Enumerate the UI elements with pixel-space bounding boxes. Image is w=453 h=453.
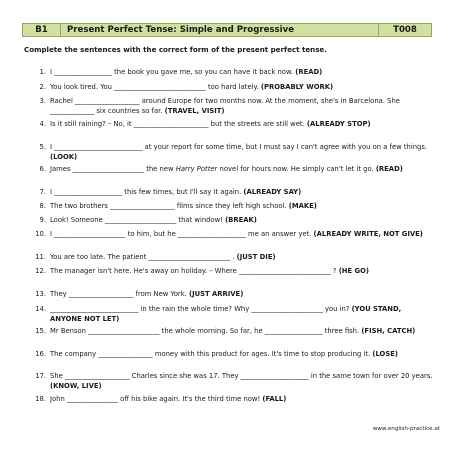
- exercise-text: The manager isn't here. He's away on holiday. – Where ___________________________ ? (HE GO): [50, 267, 369, 275]
- exercise-number: 15.: [35, 327, 46, 335]
- exercise-number: 11.: [35, 253, 46, 261]
- exercise-number: 14.: [35, 305, 46, 313]
- exercise-number: 12.: [35, 267, 46, 275]
- exercise-number: 5.: [39, 143, 46, 151]
- exercise-text: They ___________________ from New York. (JUST ARRIVE): [50, 290, 244, 298]
- exercise-text: I _____________________ to him, but he ____________________ me an answer yet. (ALREADY WRITE, NOT GIVE): [50, 230, 423, 238]
- exercise-text: Is it still raining? – No, it ______________________ but the streets are still wet. (ALREADY STOP): [50, 120, 371, 128]
- exercise-number: 6.: [39, 165, 46, 173]
- exercise-number: 3.: [39, 97, 46, 105]
- exercise-number: 2.: [39, 83, 46, 91]
- footer-url: www.english-practice.at: [372, 426, 440, 432]
- exercise-number: 17.: [35, 372, 46, 380]
- worksheet-title: Present Perfect Tense: Simple and Progressive: [61, 24, 379, 36]
- worksheet-code: T008: [393, 25, 417, 35]
- exercise-text: __________________________ in the rain the whole time? Why _____________________ you in? (YOU STAND, ANYONE NOT LET): [50, 305, 404, 323]
- exercise-number: 18.: [35, 395, 46, 403]
- exercise-number: 16.: [35, 350, 46, 358]
- exercise-text: John _______________ off his bike again. It's the third time now! (FALL): [50, 395, 287, 403]
- exercise-number: 1.: [39, 68, 46, 76]
- instruction-text: Complete the sentences with the correct form of the present perfect tense.: [24, 45, 327, 54]
- exercise-number: 7.: [39, 188, 46, 196]
- exercise-text: Look! Someone _____________________ that window! (BREAK): [50, 216, 257, 224]
- exercise-text: You are too late. The patient ________________________ . (JUST DIE): [50, 253, 276, 261]
- exercise-text: Mr Benson _____________________ the whole morning. So far, he _________________ three fish. (FISH, CATCH): [50, 327, 416, 335]
- exercise-number: 4.: [39, 120, 46, 128]
- exercise-text: I ____________________ this few times, but I'll say it again. (ALREADY SAY): [50, 188, 302, 196]
- exercise-text: The company ________________ money with this product for ages. It's time to stop producing it. (LOSE): [50, 350, 398, 358]
- exercise-number: 9.: [39, 216, 46, 224]
- exercise-text: I __________________________ at your report for some time, but I must say I can't agree with you on a few things. (LOOK): [50, 143, 430, 161]
- exercise-number: 10.: [35, 230, 46, 238]
- worksheet-header: [22, 23, 432, 37]
- exercise-number: 13.: [35, 290, 46, 298]
- exercise-text: James _____________________ the new Harry Potter novel for hours now. He simply can't let it go. (READ): [50, 165, 403, 173]
- exercise-text: I _________________ the book you gave me, so you can have it back now. (READ): [50, 68, 323, 76]
- exercise-text: The two brothers ___________________ films since they left high school. (MAKE): [50, 202, 317, 210]
- exercise-text: You look tired. You ___________________________ too hard lately. (PROBABLY WORK): [50, 83, 334, 91]
- exercise-text: She ___________________ Charles since she was 17. They ____________________ in the same town for over 20 years. (KNOW, LIVE): [50, 372, 435, 390]
- exercise-text: Rachel ___________________ around Europe for two months now. At the moment, she's in Barcelona. She _____________ six countries so far. (TRAVEL, VISIT): [50, 97, 403, 115]
- exercise-number: 8.: [39, 202, 46, 210]
- level-label: B1: [23, 24, 61, 36]
